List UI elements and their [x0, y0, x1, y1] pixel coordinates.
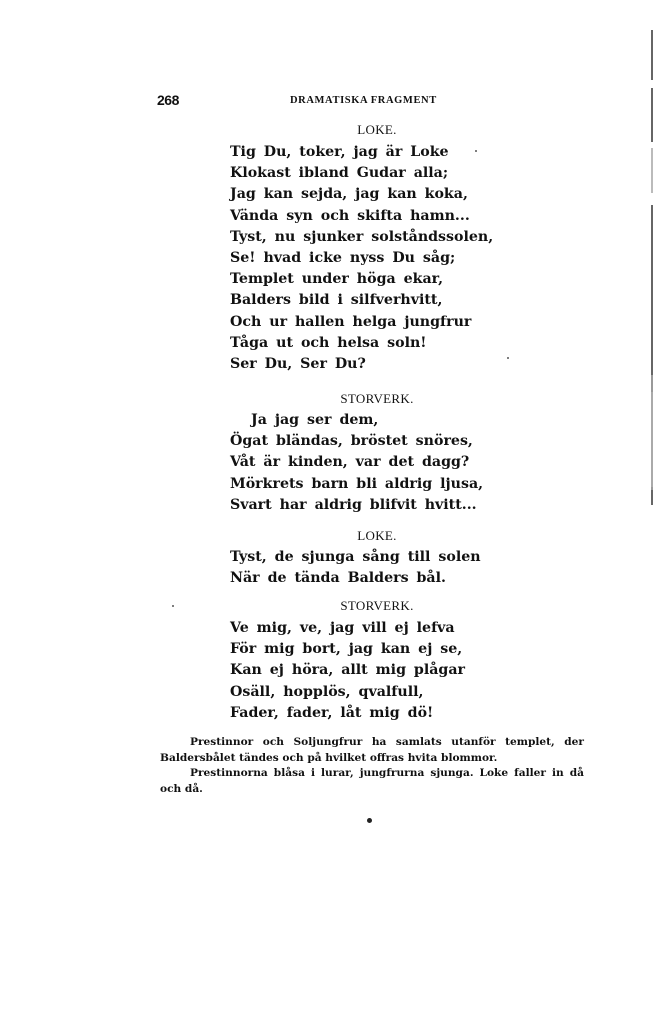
verse-line: Kan ej höra, allt mig plågar [230, 662, 466, 679]
stage-direction-paragraph: Prestinnorna blåsa i lurar, jungfrurna sjunga. Loke faller in då och då. [160, 767, 584, 795]
verse-line: Balders bild i silfverhvitt, [230, 292, 443, 309]
verse-line: Klokast ibland Gudar alla; [230, 165, 449, 182]
verse-line: Svart har aldrig blifvit hvitt... [230, 496, 477, 513]
verse-line: Ja jag ser dem, [251, 412, 379, 428]
page-edge-line [651, 30, 653, 80]
verse-line: Ögat bländas, bröstet snöres, [230, 433, 473, 450]
page-edge-line [651, 392, 653, 487]
verse-line: Ser Du, Ser Du? [230, 356, 366, 373]
scan-speck [475, 150, 477, 152]
page-edge-line [651, 88, 653, 142]
verse-line: Templet under höga ekar, [230, 271, 444, 288]
scan-speck [507, 357, 509, 359]
speaker-label: STORVERK. [340, 391, 414, 406]
end-bullet-icon [367, 818, 372, 823]
verse-line: Se! hvad icke nyss Du såg; [230, 250, 456, 267]
verse-line: När de tända Balders bål. [230, 570, 446, 587]
verse-line: Och ur hallen helga jungfrur [230, 313, 472, 330]
verse-line: Mörkrets barn bli aldrig ljusa, [230, 475, 484, 492]
verse-line: För mig bort, jag kan ej se, [230, 641, 463, 658]
verse-line: Vända syn och skifta hamn... [230, 207, 470, 224]
verse-line: Osäll, hopplös, qvalfull, [230, 683, 424, 700]
verse-line: Ve mig, ve, jag vill ej lefva [230, 620, 455, 636]
speaker-label: LOKE. [357, 122, 397, 137]
verse-line: Våt är kinden, var det dagg? [230, 454, 470, 471]
stage-directions [160, 735, 584, 797]
verse-line: Tyst, nu sjunker solståndssolen, [230, 228, 494, 245]
verse-line: Tåga ut och helsa soln! [230, 334, 427, 351]
verse-line: Tig Du, toker, jag är Loke [230, 144, 449, 160]
verse-block [230, 618, 465, 724]
speaker-label: STORVERK. [340, 598, 414, 613]
verse-line: Fader, fader, låt mig dö! [230, 704, 434, 721]
verse-line: Tyst, de sjunga sång till solen [230, 549, 481, 565]
verse-line: Jag kan sejda, jag kan koka, [230, 186, 468, 203]
page-number: 268 [157, 92, 179, 108]
speaker-label: LOKE. [357, 528, 397, 543]
verse-block [230, 142, 493, 375]
verse-block [230, 410, 483, 516]
verse-block [230, 547, 481, 589]
stage-direction-paragraph: Prestinnor och Soljungfrur ha samlats utanför templet, der Baldersbålet tändes och på hvilket offras hvita blommor. [160, 736, 584, 764]
running-title: DRAMATISKA FRAGMENT [290, 95, 437, 106]
scan-speck [172, 605, 174, 607]
page-edge-line [651, 148, 653, 193]
